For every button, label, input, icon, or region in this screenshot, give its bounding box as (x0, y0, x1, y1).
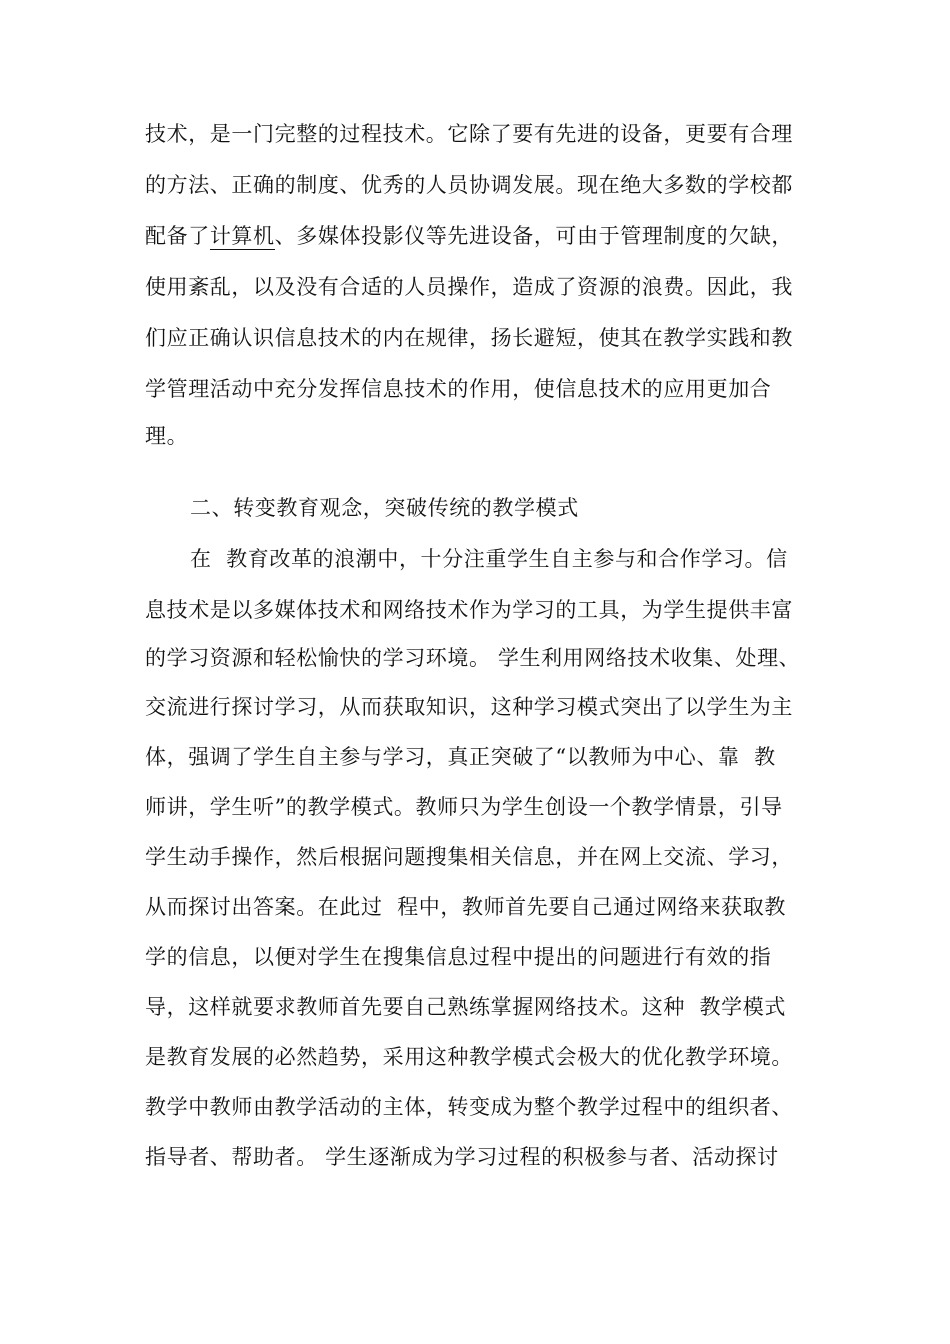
paragraph-line: 在 教育改革的浪潮中，十分注重学生自主参与和合作学习。信 (190, 547, 788, 571)
paragraph-line: 教学中教师由教学活动的主体，转变成为整个教学过程中的组织者、 (145, 1095, 793, 1119)
section-heading: 二、转变教育观念，突破传统的教学模式 (190, 496, 579, 520)
paragraph-text: 、多媒体投影仪等先进设备，可由于管理制度的欠缺， (274, 224, 794, 248)
paragraph-line: 的方法、正确的制度、优秀的人员协调发展。现在绝大多数的学校都 (145, 173, 793, 197)
paragraph-line: 们应正确认识信息技术的内在规律，扬长避短，使其在教学实践和教 (145, 326, 793, 350)
paragraph-line: 学的信息，以便对学生在搜集信息过程中提出的问题进行有效的指 (145, 945, 772, 969)
paragraph-text: 配备了 (145, 224, 210, 248)
paragraph-line: 师讲，学生听”的教学模式。教师只为学生创设一个教学情景，引导 (145, 795, 783, 819)
paragraph-line: 技术，是一门完整的过程技术。它除了要有先进的设备，更要有合理 (145, 122, 793, 146)
paragraph-line: 指导者、帮助者。 学生逐渐成为学习过程的积极参与者、活动探讨 (145, 1145, 779, 1169)
paragraph-line (145, 222, 793, 250)
paragraph-line: 导，这样就要求教师首先要自己熟练掌握网络技术。这种 教学模式 (145, 995, 786, 1019)
paragraph-line: 息技术是以多媒体技术和网络技术作为学习的工具，为学生提供丰富 (145, 598, 793, 622)
paragraph-line: 的学习资源和轻松愉快的学习环境。 学生利用网络技术收集、处理、 (145, 646, 801, 670)
paragraph-line: 理。 (145, 424, 189, 448)
paragraph-line: 学生动手操作，然后根据问题搜集相关信息，并在网上交流、学习， (145, 845, 793, 869)
paragraph-line: 是教育发展的必然趋势，采用这种教学模式会极大的优化教学环境。 (145, 1045, 793, 1069)
paragraph-line: 学管理活动中充分发挥信息技术的作用，使信息技术的应用更加合 (145, 377, 772, 401)
paragraph-line: 交流进行探讨学习，从而获取知识，这种学习模式突出了以学生为主 (145, 695, 793, 719)
paragraph-line: 体，强调了学生自主参与学习，真正突破了“以教师为中心、靠 教 (145, 745, 776, 769)
paragraph-line: 使用紊乱，以及没有合适的人员操作，造成了资源的浪费。因此，我 (145, 275, 793, 299)
computer-link[interactable]: 计算机 (209, 224, 275, 248)
paragraph-line: 从而探讨出答案。在此过 程中，教师首先要自己通过网络来获取教 (145, 895, 786, 919)
